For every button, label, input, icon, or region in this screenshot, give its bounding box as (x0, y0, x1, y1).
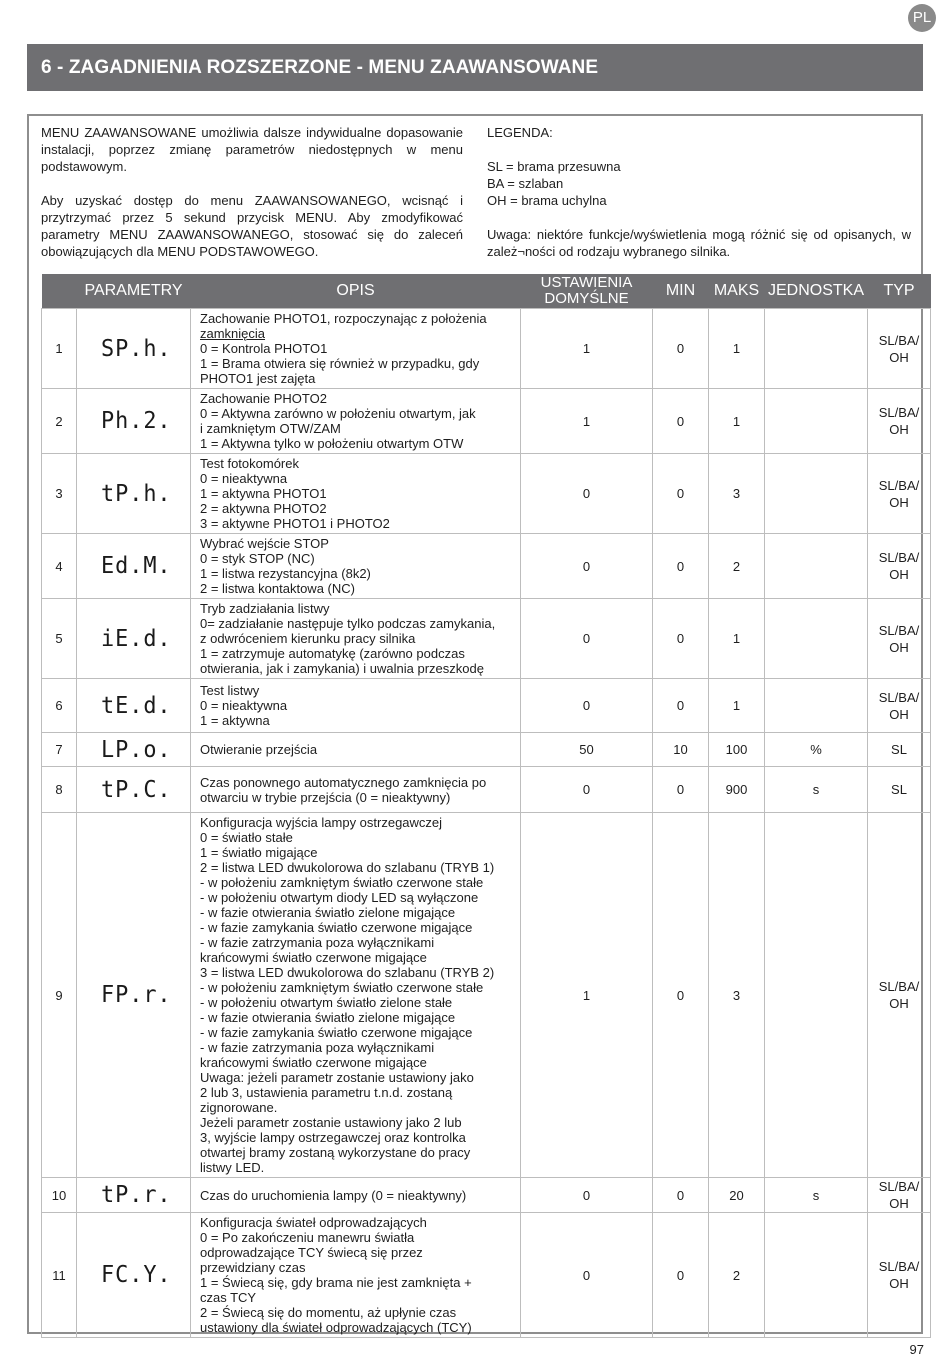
max-value: 1 (709, 679, 765, 733)
description-line: listwy LED. (200, 1160, 265, 1175)
header-num (42, 274, 77, 309)
header-min: MIN (653, 274, 709, 309)
description-line: przewidziany czas (200, 1260, 306, 1275)
description-line: 3, wyjście lampy ostrzegawczej oraz kontrolka (200, 1130, 466, 1145)
parameter-code: tP.h. (101, 480, 172, 507)
table-row (42, 454, 931, 534)
description-line: 0 = nieaktywna (200, 698, 288, 713)
row-number: 5 (42, 599, 77, 679)
table-row (42, 679, 931, 733)
parameter-code-cell (77, 1178, 191, 1213)
description-line: czas TCY (200, 1290, 257, 1305)
table-header-row (42, 274, 931, 309)
description-line: 2 lub 3, ustawienia parametru t.n.d. zostaną (200, 1085, 453, 1100)
description-line: Zachowanie PHOTO2 (200, 391, 327, 406)
min-value: 0 (653, 309, 709, 389)
default-value: 1 (521, 389, 653, 454)
description-line: ustawiony dla świateł odprowadzających (TCY) (200, 1320, 472, 1335)
parameter-description (191, 454, 521, 534)
default-value: 0 (521, 1178, 653, 1213)
description-line: Zachowanie PHOTO1, rozpoczynając z położenia (200, 311, 487, 326)
description-line: 1 = zatrzymuje automatykę (zarówno podczas (200, 646, 465, 661)
description-line: 3 = aktywne PHOTO1 i PHOTO2 (200, 516, 390, 531)
row-number: 2 (42, 389, 77, 454)
description-line: 1 = Brama otwiera się również w przypadku, gdy (200, 356, 480, 371)
parameter-code: iE.d. (101, 625, 172, 652)
description-line: 2 = aktywna PHOTO2 (200, 501, 327, 516)
max-value: 100 (709, 733, 765, 767)
intro-text (41, 124, 463, 277)
default-value: 0 (521, 1213, 653, 1338)
description-line: otwartej bramy zostaną wykorzystane do pracy (200, 1145, 471, 1160)
header-jednostka: JEDNOSTKA (765, 274, 868, 309)
unit-value (765, 534, 868, 599)
parameter-code: tP.r. (101, 1182, 172, 1208)
parameter-description (191, 733, 521, 767)
description-line: - w fazie zatrzymania poza wyłącznikami (200, 935, 435, 950)
unit-value: s (765, 1178, 868, 1213)
row-number: 8 (42, 767, 77, 813)
unit-value (765, 389, 868, 454)
legend-item: SL = brama przesuwna (487, 159, 621, 174)
description-line: otwarciu w trybie przejścia (0 = nieaktywny) (200, 789, 451, 805)
parameter-code: Ph.2. (101, 408, 172, 434)
parameter-code: SP.h. (101, 335, 172, 362)
max-value: 1 (709, 309, 765, 389)
description-line: i zamkniętym OTW/ZAM (200, 421, 341, 436)
unit-value (765, 1213, 868, 1338)
header-ustawienia: USTAWIENIA DOMYŚLNE (521, 274, 653, 309)
description-line: - w fazie zatrzymania poza wyłącznikami (200, 1040, 435, 1055)
parameter-description (191, 679, 521, 733)
description-line: - w fazie zamykania światło czerwone migające (200, 920, 473, 935)
description-line: - w fazie zamykania światło czerwone migające (200, 1025, 473, 1040)
parameter-code-cell (77, 309, 191, 389)
table-row (42, 767, 931, 813)
min-value: 0 (653, 599, 709, 679)
parameter-description (191, 599, 521, 679)
parameter-code-cell (77, 389, 191, 454)
default-value: 1 (521, 309, 653, 389)
table-body (42, 309, 931, 1338)
description-line: 1 = listwa rezystancyjna (8k2) (200, 566, 371, 581)
legend-item: OH = brama uchylna (487, 193, 607, 208)
description-line: 0 = styk STOP (NC) (200, 551, 315, 566)
type-value: SL/BA/ OH (868, 1213, 931, 1338)
description-line: Otwieranie przejścia (200, 742, 318, 757)
default-value: 0 (521, 534, 653, 599)
description-line: 0 = nieaktywna (200, 471, 288, 486)
parameters-table (41, 274, 931, 1338)
min-value: 0 (653, 813, 709, 1178)
description-line: - w fazie otwierania światło zielone migające (200, 1010, 456, 1025)
parameter-description (191, 1178, 521, 1213)
description-line: Tryb zadziałania listwy (200, 601, 330, 616)
table-row (42, 813, 931, 1178)
type-value: SL/BA/ OH (868, 454, 931, 534)
max-value: 2 (709, 1213, 765, 1338)
parameter-description (191, 309, 521, 389)
description-line: 2 = Świecą się do momentu, aż upłynie czas (200, 1305, 457, 1320)
row-number: 1 (42, 309, 77, 389)
description-line: otwierania, jak i zamykania) i uwalnia przeszkodę (200, 661, 484, 676)
page-number: 97 (909, 1342, 924, 1357)
description-line: Wybrać wejście STOP (200, 536, 329, 551)
row-number: 7 (42, 733, 77, 767)
description-line: Uwaga: jeżeli parametr zostanie ustawiony jako (200, 1070, 474, 1085)
language-badge: PL (908, 4, 936, 32)
table-row (42, 534, 931, 599)
table-row (42, 309, 931, 389)
description-line: - w położeniu zamkniętym światło czerwone stałe (200, 875, 484, 890)
min-value: 0 (653, 767, 709, 813)
description-line: - w fazie otwierania światło zielone migające (200, 905, 456, 920)
parameter-code: tP.C. (101, 776, 172, 803)
parameter-code-cell (77, 534, 191, 599)
unit-value (765, 309, 868, 389)
default-value: 0 (521, 599, 653, 679)
max-value: 1 (709, 599, 765, 679)
type-value: SL/BA/ OH (868, 534, 931, 599)
unit-value (765, 599, 868, 679)
description-line: zamknięcia (200, 326, 266, 341)
parameter-code-cell (77, 767, 191, 813)
unit-value (765, 454, 868, 534)
parameter-description (191, 1213, 521, 1338)
min-value: 0 (653, 454, 709, 534)
max-value: 2 (709, 534, 765, 599)
legend-item: BA = szlaban (487, 176, 564, 191)
header-parametry: PARAMETRY (77, 274, 191, 309)
unit-value (765, 813, 868, 1178)
description-line: krańcowymi światło czerwone migające (200, 1055, 427, 1070)
description-line: 1 = aktywna PHOTO1 (200, 486, 327, 501)
description-line: - w położeniu zamkniętym światło czerwone stałe (200, 980, 484, 995)
description-line: Jeżeli parametr zostanie ustawiony jako 2 lub (200, 1115, 462, 1130)
description-line: 0 = Aktywna zarówno w położeniu otwartym, jak (200, 406, 476, 421)
description-line: 1 = światło migające (200, 845, 318, 860)
parameter-code-cell (77, 599, 191, 679)
description-line: 2 = listwa LED dwukolorowa do szlabanu (TRYB 1) (200, 860, 495, 875)
header-typ: TYP (868, 274, 931, 309)
type-value: SL/BA/ OH (868, 599, 931, 679)
description-line: zignorowane. (200, 1100, 278, 1115)
default-value: 50 (521, 733, 653, 767)
description-line: 0 = światło stałe (200, 830, 293, 845)
description-line: 0 = Po zakończeniu manewru światła (200, 1230, 415, 1245)
max-value: 3 (709, 454, 765, 534)
default-value: 1 (521, 813, 653, 1178)
type-value: SL/BA/ OH (868, 389, 931, 454)
table-row (42, 1213, 931, 1338)
row-number: 10 (42, 1178, 77, 1213)
legend-note: Uwaga: niektóre funkcje/wyświetlenia mogą różnić się od opisanych, w zależ¬ności od rodzaju wybranego silnika. (487, 227, 911, 259)
description-line: 3 = listwa LED dwukolorowa do szlabanu (TRYB 2) (200, 965, 495, 980)
unit-value: s (765, 767, 868, 813)
parameter-code: tE.d. (101, 692, 172, 719)
description-line: - w położeniu otwartym światło zielone stałe (200, 995, 453, 1010)
parameter-code-cell (77, 1213, 191, 1338)
parameter-code: LP.o. (101, 736, 172, 763)
description-line: Konfiguracja wyjścia lampy ostrzegawczej (200, 815, 443, 830)
description-line: 1 = aktywna (200, 713, 270, 728)
parameter-code-cell (77, 733, 191, 767)
intro-paragraph-2: Aby uzyskać dostęp do menu ZAAWANSOWANEGO, wcisnąć i przytrzymać przez 5 sekund przycisk MENU. Aby zmodyfikować parametry MENU ZAAWANSOWANEGO, stosować się do zaleceń obowiązujących dla MENU PODSTAWOWEGO. (41, 193, 463, 259)
row-number: 3 (42, 454, 77, 534)
type-value: SL/BA/ OH (868, 1178, 931, 1213)
table-row (42, 1178, 931, 1213)
row-number: 6 (42, 679, 77, 733)
min-value: 0 (653, 389, 709, 454)
default-value: 0 (521, 767, 653, 813)
type-value: SL/BA/ OH (868, 813, 931, 1178)
description-line: 1 = Świecą się, gdy brama nie jest zamknięta + (200, 1275, 472, 1290)
table-row (42, 733, 931, 767)
max-value: 20 (709, 1178, 765, 1213)
description-line: - w położeniu otwartym diody LED są wyłączone (200, 890, 479, 905)
unit-value: % (765, 733, 868, 767)
parameter-code: FP.r. (101, 982, 172, 1008)
row-number: 11 (42, 1213, 77, 1338)
description-line: odprowadzające TCY świecą się przez (200, 1245, 423, 1260)
parameter-code: Ed.M. (101, 553, 172, 579)
description-line: PHOTO1 jest zajęta (200, 371, 316, 386)
section-title: 6 - ZAGADNIENIA ROZSZERZONE - MENU ZAAWANSOWANE (27, 44, 923, 91)
description-line: 2 = listwa kontaktowa (NC) (200, 581, 355, 596)
row-number: 4 (42, 534, 77, 599)
parameter-description (191, 813, 521, 1178)
min-value: 0 (653, 679, 709, 733)
min-value: 0 (653, 1178, 709, 1213)
max-value: 1 (709, 389, 765, 454)
description-line: Czas do uruchomienia lampy (0 = nieaktywny) (200, 1187, 467, 1203)
default-value: 0 (521, 454, 653, 534)
parameter-code-cell (77, 813, 191, 1178)
max-value: 3 (709, 813, 765, 1178)
table-row (42, 389, 931, 454)
description-line: 1 = Aktywna tylko w położeniu otwartym OTW (200, 436, 464, 451)
parameter-description (191, 389, 521, 454)
description-line: 0= zadziałanie następuje tylko podczas zamykania, (200, 616, 496, 631)
type-value: SL (868, 733, 931, 767)
parameter-description (191, 534, 521, 599)
description-line: Test listwy (200, 683, 260, 698)
description-line: krańcowymi światło czerwone migające (200, 950, 427, 965)
min-value: 10 (653, 733, 709, 767)
description-line: Test fotokomórek (200, 456, 299, 471)
max-value: 900 (709, 767, 765, 813)
row-number: 9 (42, 813, 77, 1178)
min-value: 0 (653, 1213, 709, 1338)
parameter-description (191, 767, 521, 813)
header-maks: MAKS (709, 274, 765, 309)
type-value: SL (868, 767, 931, 813)
default-value: 0 (521, 679, 653, 733)
parameter-code: FC.Y. (101, 1262, 172, 1288)
parameter-code-cell (77, 454, 191, 534)
type-value: SL/BA/ OH (868, 679, 931, 733)
min-value: 0 (653, 534, 709, 599)
description-line: z odwróceniem kierunku pracy silnika (200, 631, 416, 646)
parameter-code-cell (77, 679, 191, 733)
legend (487, 124, 911, 260)
header-opis: OPIS (191, 274, 521, 309)
table-row (42, 599, 931, 679)
unit-value (765, 679, 868, 733)
type-value: SL/BA/ OH (868, 309, 931, 389)
description-line: Konfiguracja świateł odprowadzających (200, 1215, 427, 1230)
description-line: 0 = Kontrola PHOTO1 (200, 341, 328, 356)
intro-paragraph-1: MENU ZAAWANSOWANE umożliwia dalsze indywidualne dopasowanie instalacji, poprzez zmianę parametrów niedostępnych w menu podstawowym. (41, 125, 463, 174)
description-line: Czas ponownego automatycznego zamknięcia po (200, 774, 487, 790)
legend-title: LEGENDA: (487, 125, 553, 140)
